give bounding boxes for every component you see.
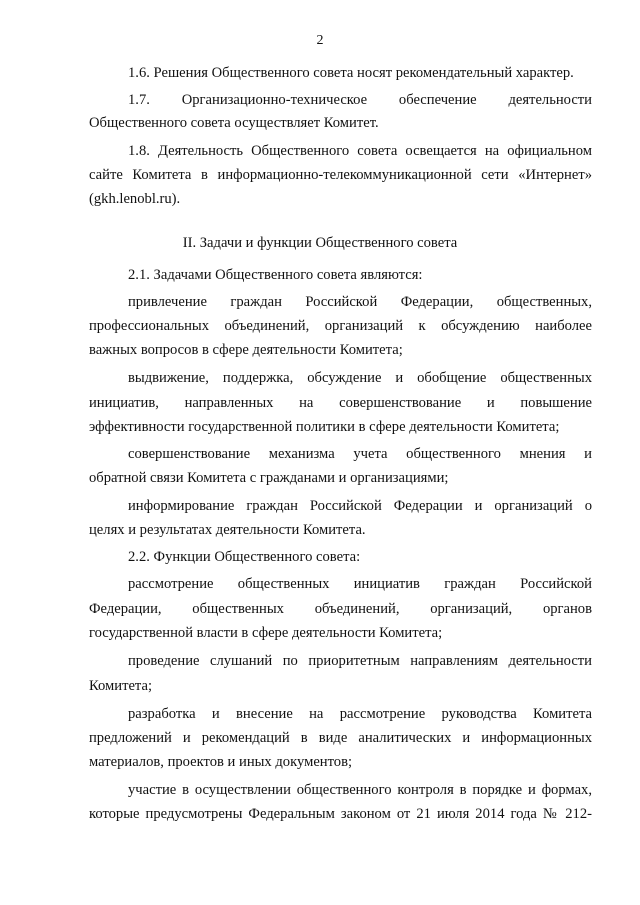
paragraph-line: материалов, проектов и иных документов;	[89, 754, 353, 770]
paragraph-line: сайте Комитета в информационно-телекоммуникационной сети «Интернет»	[89, 167, 592, 183]
paragraph-line: разработка и внесение на рассмотрение руководства Комитета	[128, 706, 592, 722]
paragraph-line: привлечение граждан Российской Федерации, общественных,	[128, 294, 592, 310]
paragraph-line: выдвижение, поддержка, обсуждение и обобщение общественных	[128, 370, 592, 386]
paragraph-line: Комитета;	[89, 678, 153, 694]
paragraph-line: важных вопросов в сфере деятельности Комитета;	[89, 342, 403, 358]
paragraph-line: совершенствование механизма учета общественного мнения и	[128, 446, 592, 462]
paragraph-line: 1.6. Решения Общественного совета носят рекомендательный характер.	[128, 65, 574, 81]
paragraph-line: которые предусмотрены Федеральным законом от 21 июля 2014 года № 212-	[89, 806, 592, 822]
paragraph-line: Федерации, общественных объединений, организаций, органов	[89, 601, 592, 617]
paragraph-line: целях и результатах деятельности Комитета.	[89, 522, 366, 538]
paragraph-line: обратной связи Комитета с гражданами и организациями;	[89, 470, 449, 486]
page-number: 2	[316, 33, 324, 48]
paragraph-line: профессиональных объединений, организаций к обсуждению наиболее	[89, 318, 592, 334]
paragraph-line: (gkh.lenobl.ru).	[89, 191, 181, 207]
paragraph-line: участие в осуществлении общественного контроля в порядке и формах,	[128, 782, 592, 798]
paragraph-line: 1.7. Организационно-техническое обеспечение деятельности	[128, 92, 592, 108]
paragraph-line: 2.1. Задачами Общественного совета являются:	[128, 267, 423, 283]
paragraph-line: 1.8. Деятельность Общественного совета освещается на официальном	[128, 143, 592, 159]
paragraph-line: 2.2. Функции Общественного совета:	[128, 549, 361, 565]
paragraph-line: предложений и рекомендаций в виде аналитических и информационных	[89, 730, 592, 746]
paragraph-line: инициатив, направленных на совершенствование и повышение	[89, 395, 592, 411]
paragraph-line: государственной власти в сфере деятельности Комитета;	[89, 625, 443, 641]
section-heading: II. Задачи и функции Общественного совета	[182, 235, 458, 251]
paragraph-line: рассмотрение общественных инициатив граждан Российской	[128, 576, 592, 592]
paragraph-line: информирование граждан Российской Федерации и организаций о	[128, 498, 592, 514]
paragraph-line: проведение слушаний по приоритетным направлениям деятельности	[128, 653, 592, 669]
paragraph-line: эффективности государственной политики в сфере деятельности Комитета;	[89, 419, 560, 435]
paragraph-line: Общественного совета осуществляет Комитет.	[89, 115, 379, 131]
